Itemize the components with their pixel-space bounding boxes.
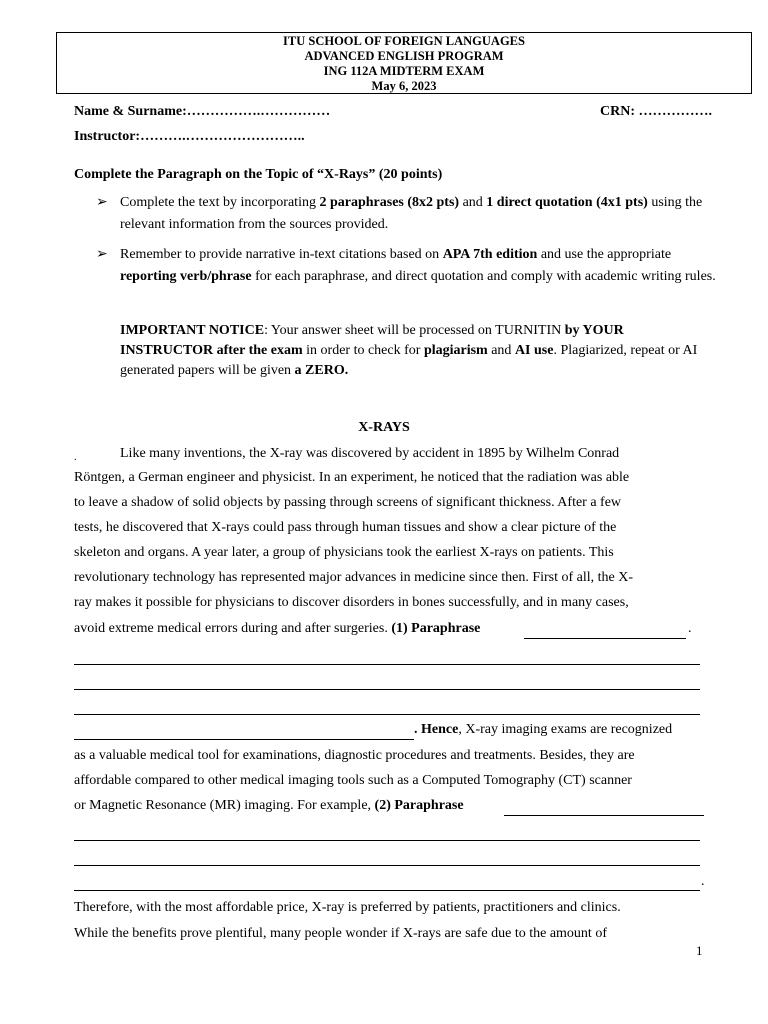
name-label: Name & Surname: xyxy=(74,104,187,119)
notice-text: in order to check for xyxy=(302,343,424,358)
article-title: X-RAYS xyxy=(358,420,410,435)
article-line: Therefore, with the most affordable price, X-ray is preferred by patients, practitioners and clinics. xyxy=(74,900,621,915)
instructor-dots: ……….…………………….. xyxy=(140,129,305,144)
instruction-2-text: for each paraphrase, and direct quotation and comply with academic writing rules. xyxy=(251,269,716,284)
article-line: tests, he discovered that X-rays could pass through human tissues and show a clear picture of the xyxy=(74,520,617,535)
article-line xyxy=(414,722,672,738)
article-text: . xyxy=(701,874,705,889)
paraphrase-1-blank[interactable] xyxy=(74,739,414,740)
article-line: ray makes it possible for physicians to discover disorders in bones successfully, and in many cases, xyxy=(74,595,629,610)
exam-header xyxy=(56,32,752,94)
notice-bold: by YOUR INSTRUCTOR after the exam xyxy=(120,323,624,358)
instructor-field[interactable] xyxy=(74,129,305,145)
paraphrase-2-label: (2) Paraphrase xyxy=(374,798,464,813)
article-text: . Hence xyxy=(414,722,459,737)
article-text: or Magnetic Resonance (MR) imaging. For example, xyxy=(74,798,375,813)
notice-text: . Plagiarized, repeat or AI generated papers will be given xyxy=(120,343,698,378)
crn-label: CRN: xyxy=(600,104,635,119)
paraphrase-2-blank[interactable] xyxy=(74,865,700,866)
stray-dot: . xyxy=(74,452,77,463)
notice-text: : Your answer sheet will be processed on TURNITIN xyxy=(264,323,565,338)
program-name: ADVANCED ENGLISH PROGRAM xyxy=(304,49,504,63)
article-text: . xyxy=(688,621,692,636)
paraphrase-2-blank[interactable] xyxy=(74,890,700,891)
instruction-1-text: using the relevant information from the sources provided. xyxy=(120,195,703,232)
instruction-2-text: Remember to provide narrative in-text citations based on xyxy=(120,247,443,262)
crn-field[interactable] xyxy=(600,104,712,120)
article-line: revolutionary technology has represented major advances in medicine since then. First of all, the X- xyxy=(74,570,634,585)
article-line: Like many inventions, the X-ray was discovered by accident in 1895 by Wilhelm Conrad xyxy=(120,446,620,461)
exam-name: ING 112A MIDTERM EXAM xyxy=(323,64,485,78)
bullet-arrow-icon: ➢ xyxy=(96,195,108,210)
notice-bold: IMPORTANT NOTICE xyxy=(120,323,265,338)
instruction-2-bold: reporting verb/phrase xyxy=(120,269,252,284)
paraphrase-1-label: (1) Paraphrase xyxy=(391,621,481,636)
article-line: skeleton and organs. A year later, a group of physicians took the earliest X-rays on patients. This xyxy=(74,545,614,560)
paraphrase-2-blank[interactable] xyxy=(74,840,700,841)
instruction-2-bold: APA 7th edition xyxy=(442,247,538,262)
exam-date: May 6, 2023 xyxy=(371,79,437,93)
bullet-arrow-icon: ➢ xyxy=(96,247,108,262)
paraphrase-1-blank[interactable] xyxy=(74,689,700,690)
instruction-2 xyxy=(120,244,720,288)
article-line: Röntgen, a German engineer and physicist. In an experiment, he noticed that the radiation was able xyxy=(74,470,630,485)
school-name: ITU SCHOOL OF FOREIGN LANGUAGES xyxy=(283,34,525,48)
notice-bold: a ZERO. xyxy=(294,363,349,378)
name-field[interactable] xyxy=(74,104,330,120)
instruction-2-text: and use the appropriate xyxy=(537,247,672,262)
notice-bold: plagiarism xyxy=(423,343,488,358)
instructor-label: Instructor: xyxy=(74,129,141,144)
name-dots: …………….…………… xyxy=(186,104,331,119)
article-text: , X-ray imaging exams are recognized xyxy=(458,722,673,737)
instruction-1 xyxy=(120,192,720,236)
instruction-1-bold: 1 direct quotation (4x1 pts) xyxy=(486,195,648,210)
article-line: While the benefits prove plentiful, many people wonder if X-rays are safe due to the amount of xyxy=(74,926,607,941)
notice-bold: AI use xyxy=(514,343,554,358)
article-line: affordable compared to other medical imaging tools such as a Computed Tomography (CT) scanner xyxy=(74,773,632,788)
article-line: as a valuable medical tool for examinations, diagnostic procedures and treatments. Besides, they are xyxy=(74,748,635,763)
paraphrase-1-blank[interactable] xyxy=(524,638,686,639)
article-line: to leave a shadow of solid objects by passing through screens of significant thickness. After a few xyxy=(74,495,622,510)
important-notice xyxy=(120,321,720,381)
paraphrase-1-blank[interactable] xyxy=(74,664,700,665)
instruction-1-text: and xyxy=(459,195,487,210)
paraphrase-2-blank[interactable] xyxy=(504,815,704,816)
notice-text: and xyxy=(487,343,515,358)
instruction-1-bold: 2 paraphrases (8x2 pts) xyxy=(319,195,460,210)
instruction-1-text: Complete the text by incorporating xyxy=(120,195,320,210)
task-heading: Complete the Paragraph on the Topic of “X-Rays” (20 points) xyxy=(74,167,443,182)
article-line xyxy=(74,621,480,637)
paraphrase-1-blank[interactable] xyxy=(74,714,700,715)
article-line xyxy=(74,798,464,814)
page-number: 1 xyxy=(696,943,703,958)
crn-dots: ……………. xyxy=(638,104,712,119)
article-text: avoid extreme medical errors during and after surgeries. xyxy=(74,621,392,636)
